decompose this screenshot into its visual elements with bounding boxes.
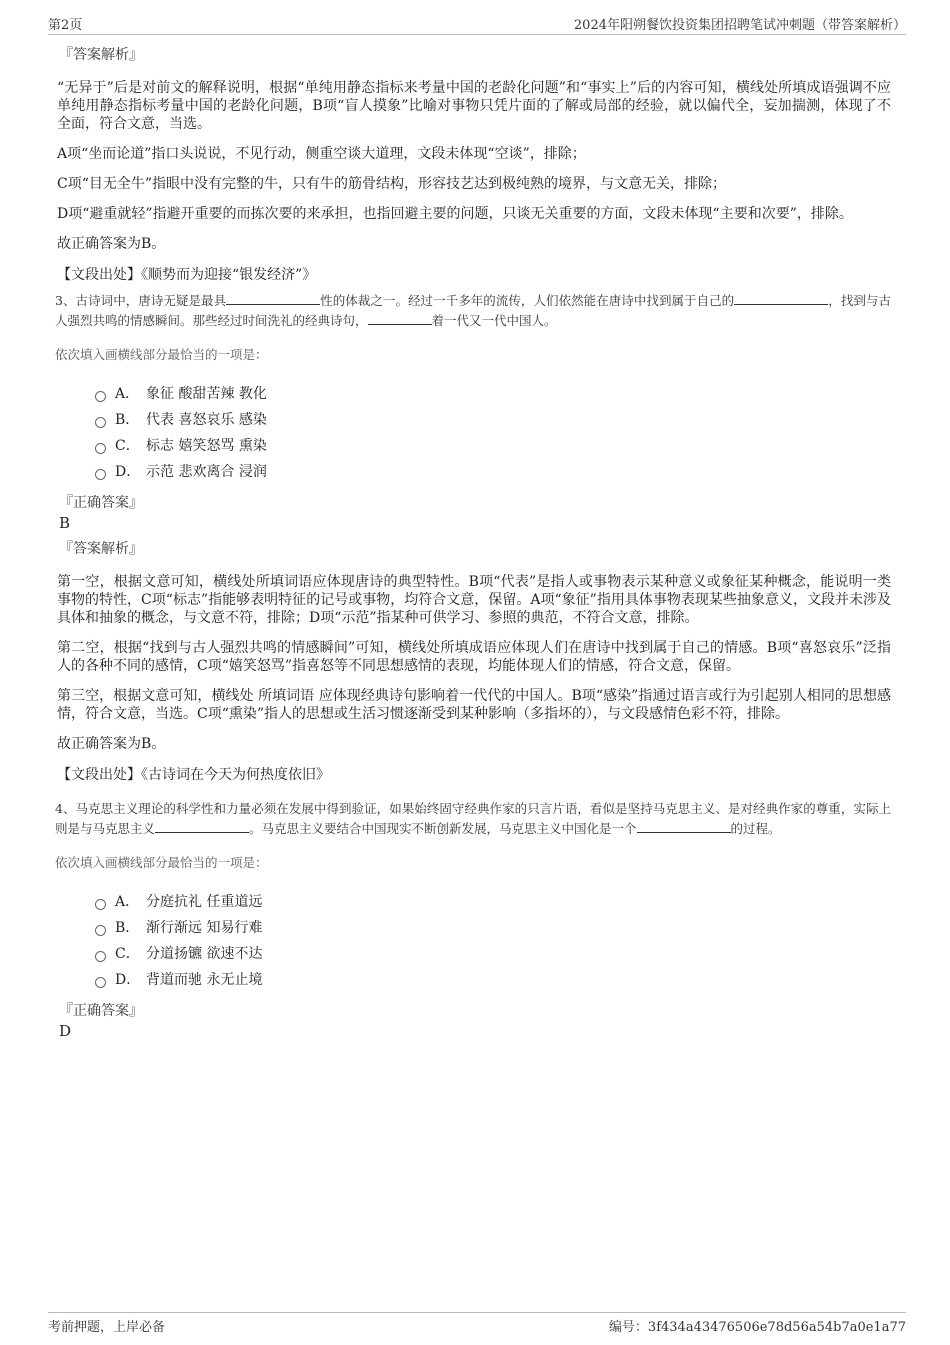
option-b[interactable]: B． 代表 喜怒哀乐 感染 <box>95 407 891 433</box>
question-instruction: 依次填入画横线部分最恰当的一项是： <box>55 347 268 362</box>
blank-line <box>368 312 432 325</box>
radio-icon[interactable] <box>95 417 106 428</box>
option-a[interactable]: A． 象征 酸甜苦辣 教化 <box>95 381 891 407</box>
question-4: 4、马克思主义理论的科学性和力量必须在发展中得到验证，如果始终固守经典作家的只言片语，看似是坚持马克思主义、是对经典作家的尊重，实际上则是与马克思主义 。马克思主义要结合中国现实不断创新发展，马克思主义中国化是一个 的过程。 <box>55 801 891 836</box>
option-a[interactable]: A． 分庭抗礼 任重道远 <box>95 889 891 915</box>
analysis-paragraph: A项“坐而论道”指口头说说，不见行动，侧重空谈大道理，文段未体现“空谈”，排除； <box>57 146 586 162</box>
analysis-paragraph: “无异于”后是对前文的解释说明，根据“单纯用静态指标来考量中国的老龄化问题”和“事实上”后的内容可知，横线处所填成语强调不应单纯用静态指标考量中国的老龄化问题，B项“盲人摸象”比喻对事物只凭片面的了解或局部的经验，就以偏代全，妄加揣测，体现了不全面，符合文意，当选。 <box>57 80 891 132</box>
document-title: 2024年阳朔餐饮投资集团招聘笔试冲刺题（带答案解析） <box>573 18 906 33</box>
page-footer <box>48 1312 906 1335</box>
radio-icon[interactable] <box>95 951 106 962</box>
source-citation: 【文段出处】《古诗词在今天为何热度依旧》 <box>57 767 330 783</box>
blank-line <box>226 292 320 305</box>
option-d[interactable]: D． 背道而驰 永无止境 <box>95 967 891 993</box>
correct-answer: B <box>59 514 71 532</box>
radio-icon[interactable] <box>95 469 106 480</box>
blank-line <box>155 820 249 833</box>
radio-icon[interactable] <box>95 899 106 910</box>
page-number: 第2页 <box>48 18 83 33</box>
option-list <box>95 381 891 485</box>
blank-line <box>734 292 828 305</box>
radio-icon[interactable] <box>95 443 106 454</box>
source-citation: 【文段出处】《顺势而为迎接“银发经济”》 <box>57 267 317 283</box>
conclusion: 故正确答案为B。 <box>57 736 166 752</box>
analysis-paragraph: C项“目无全牛”指眼中没有完整的牛，只有牛的筋骨结构，形容技艺达到极纯熟的境界，与文意无关，排除； <box>57 176 727 192</box>
option-c[interactable]: C． 标志 嬉笑怒骂 熏染 <box>95 433 891 459</box>
blank-line <box>637 820 731 833</box>
analysis-paragraph: 第一空，根据文意可知，横线处所填词语应体现唐诗的典型特性。B项“代表”是指人或事物表示某种意义或象征某种概念，能说明一类事物的特性，C项“标志”指能够表明特征的记号或事物，均符合文意，保留。A项“象征”指用具体事物表现某些抽象意义，文段并未涉及具体和抽象的概念，与文意不符，排除；D项“示范”指某种可供学习、参照的典范，不符合文意，排除。 <box>57 574 891 626</box>
correct-answer: D <box>59 1022 72 1040</box>
option-list <box>95 889 891 993</box>
footer-slogan: 考前押题，上岸必备 <box>48 1320 166 1335</box>
page-header <box>48 12 906 35</box>
analysis-paragraph: D项“避重就轻”指避开重要的而拣次要的来承担，也指回避主要的问题，只谈无关重要的方面，文段未体现“主要和次要”，排除。 <box>57 206 853 222</box>
question-3: 3、古诗词中，唐诗无疑是最具 性的体裁之一。经过一千多年的流传，人们依然能在唐诗中找到属于自己的 ，找到与古人强烈共鸣的情感瞬间。那些经过时间洗礼的经典诗句， 着一代又一代中国人。 <box>55 293 891 328</box>
analysis-label: 『答案解析』 <box>59 47 143 63</box>
option-c[interactable]: C． 分道扬镳 欲速不达 <box>95 941 891 967</box>
question-instruction: 依次填入画横线部分最恰当的一项是： <box>55 855 268 870</box>
option-b[interactable]: B． 渐行渐远 知易行难 <box>95 915 891 941</box>
correct-answer-label: 『正确答案』 <box>59 1003 143 1019</box>
radio-icon[interactable] <box>95 925 106 936</box>
conclusion: 故正确答案为B。 <box>57 236 166 252</box>
page-content <box>57 45 891 1047</box>
correct-answer-label: 『正确答案』 <box>59 495 143 511</box>
analysis-label: 『答案解析』 <box>59 541 143 557</box>
radio-icon[interactable] <box>95 977 106 988</box>
option-d[interactable]: D． 示范 悲欢离合 浸润 <box>95 459 891 485</box>
document-code: 编号：3f434a43476506e78d56a54b7a0e1a77 <box>608 1320 906 1335</box>
analysis-paragraph: 第三空，根据文意可知，横线处 所填词语 应体现经典诗句影响着一代代的中国人。B项“感染”指通过语言或行为引起别人相同的思想感情，符合文意，当选。C项“熏染”指人的思想或生活习惯逐渐受到某种影响（多指坏的），与文段感情色彩不符，排除。 <box>57 688 891 722</box>
analysis-paragraph: 第二空，根据“找到与古人强烈共鸣的情感瞬间”可知，横线处所填成语应体现人们在唐诗中找到属于自己的情感。B项“喜怒哀乐”泛指人的各种不同的感情，C项“嬉笑怒骂”指喜怒等不同思想感情的表现，均能体现人们的情感，符合文意，保留。 <box>57 640 891 674</box>
radio-icon[interactable] <box>95 391 106 402</box>
